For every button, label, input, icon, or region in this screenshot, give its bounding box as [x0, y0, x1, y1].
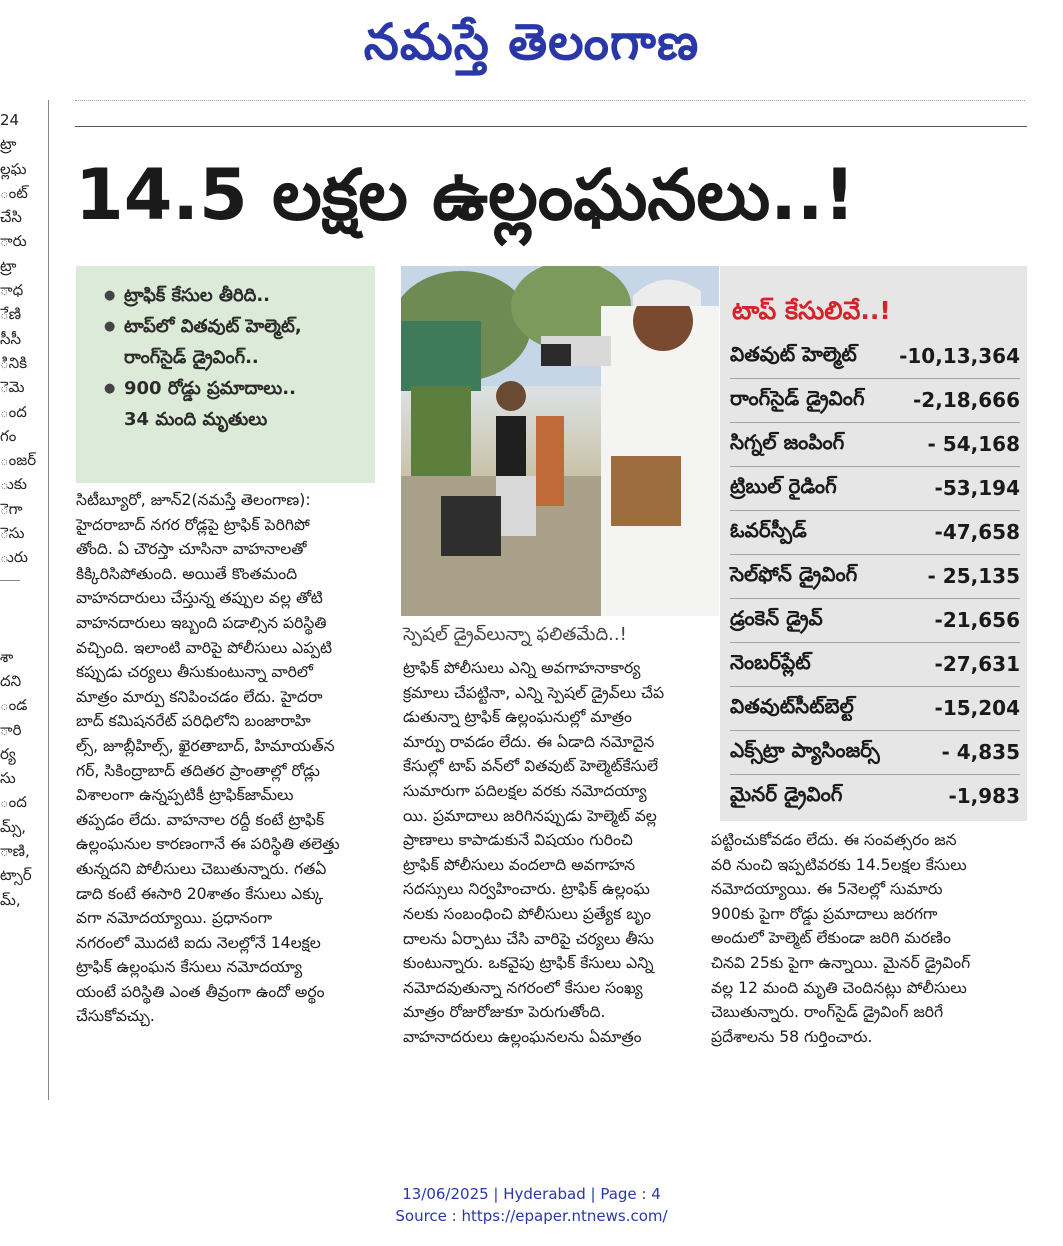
strip-fragment: ంద: [0, 793, 27, 812]
article-line: హైదరాబాద్ నగర రోడ్లపై ట్రాఫిక్ పెరిగిపో: [76, 515, 310, 534]
case-label: సెల్‌ఫోన్ డ్రైవింగ్: [730, 561, 858, 586]
article-line: కుంటున్నారు. ఒకవైపు ట్రాఫిక్ కేసులు ఎన్ని: [403, 954, 654, 973]
strip-fragment: చేసి: [0, 208, 22, 227]
article-line: ఉల్లంఘనుల కారణంగానే ఈ పరిస్థితి తలెత్తు: [76, 835, 340, 854]
article-line: వల్ల 12 మంది మృతి చెందినట్లు పోలీసులు: [711, 978, 967, 997]
strip-fragment: ల్లఘ: [0, 159, 27, 178]
strip-fragment: ుకు: [0, 475, 27, 494]
article-line: ట్రాఫిక్ పోలీసులు ఎన్ని అవగాహనాకార్య: [403, 659, 641, 677]
article-line: కప్పుడు చర్యలు తీసుకుంటున్నా వారిలో: [76, 663, 313, 682]
article-line: ప్రాణాలు కాపాడుకునే విషయం గురించి: [403, 831, 633, 850]
article-line: నగరంలో మొదటి ఐదు నెలల్లోనే 14లక్షల: [76, 933, 321, 952]
strip-fragment: దని: [0, 671, 22, 690]
case-row: [730, 730, 1020, 775]
case-label: విత‌వుట్‌సీట్‌బెల్ట్: [730, 693, 854, 718]
case-row: [730, 774, 1020, 818]
column-divider: [48, 100, 49, 1100]
strip-fragment: ాణి,: [0, 842, 30, 861]
highlight-item: రాంగ్‌సైడ్ డ్రైవింగ్..: [124, 347, 259, 368]
case-row: [730, 378, 1020, 423]
case-label: ఎక్స్‌ట్రా ప్యాసింజర్స్: [730, 737, 880, 762]
article-line: పట్టించుకోవడం లేదు. ఈ సంవత్సరం జన: [711, 831, 957, 849]
case-count: -47,658: [934, 520, 1020, 544]
strip-fragment: ారి: [0, 720, 22, 739]
article-line: ప్రదేశాలను 58 గుర్తించారు.: [711, 1027, 873, 1046]
article-line: క్రమాలు చేపట్టినా, ఎన్ని స్పెషల్ డ్రైవ్‌లు చేప: [403, 683, 665, 702]
case-count: - 54,168: [927, 432, 1020, 456]
article-line: ట్రాఫిక్ ఉల్లంఘన కేసులు నమోదయ్యా: [76, 958, 303, 977]
case-row: [730, 598, 1020, 643]
article-column-3: [711, 828, 1026, 1049]
strip-fragment: 24: [0, 111, 20, 129]
article-line: నలకు సంబంధించి పోలీసులు ప్రత్యేక బృం: [403, 904, 652, 923]
strip-fragment: ంట్: [0, 183, 28, 202]
case-count: -53,194: [934, 476, 1020, 500]
article-line: ట్రాఫిక్ పోలీసులు వందలాది అవగాహన: [403, 855, 636, 874]
article-line: చినవి 25కు పైగా ఉన్నాయి. మైనర్ డ్రైవింగ్: [711, 953, 971, 972]
case-label: ట్రిబుల్ రైడింగ్: [730, 473, 837, 498]
article-line: మార్పు రావడం లేదు. ఈ ఏడాది నమోదైన: [403, 732, 655, 751]
highlight-item: 34 మంది మృతులు: [124, 409, 268, 430]
photo-caption: స్పెషల్ డ్రైవ్‌లున్నా ఫలితమేది..!: [403, 624, 627, 645]
strip-fragment: సీసీ: [0, 329, 22, 348]
article-line: వాహనాదరులు ఉల్లంఘనలను ఏమాత్రం: [403, 1027, 642, 1046]
case-label: నెంబర్‌ప్లేట్: [730, 649, 811, 674]
article-line: మాత్రం రోజురోజుకూ పెరుగుతోంది.: [403, 1003, 606, 1022]
article-column-2: [403, 656, 703, 1050]
strip-fragment: శా: [0, 647, 14, 666]
article-line: వాహనదారులు ఇబ్బంది పడాల్సిన పరిస్థితి: [76, 613, 327, 632]
article-line: చెబుతున్నారు. రాంగ్‌సైడ్ డ్రైవింగ్ జరిగే: [711, 1003, 944, 1022]
article-line: తోంది. ఏ చౌరస్తా చూసినా వాహనాలతో: [76, 540, 307, 559]
case-row: [730, 686, 1020, 731]
article-line: 900కు పైగా రోడ్డు ప్రమాదాలు జరగగా: [711, 904, 938, 923]
article-line: దాలను ఏర్పాటు చేసి వారిపై చర్యలు తీసు: [403, 929, 654, 948]
highlight-item: ● 900 రోడ్డు ప్రమాదాలు..: [104, 373, 375, 404]
article-line: సుమారుగా పదిలక్షల వరకు నమోదయ్యా: [403, 781, 647, 800]
strip-fragment: ినికి: [0, 353, 28, 372]
edition-info: 13/06/2025 | Hyderabad | Page : 4: [402, 1185, 661, 1203]
article-line: అందులో హెల్మెట్ లేకుండా జరిగి మరణిం: [711, 929, 951, 948]
article-line: గర్, సికింద్రాబాద్ తదితర ప్రాంతాల్లో రోడ్లు: [76, 761, 320, 780]
case-row: [730, 642, 1020, 687]
highlights-box: [76, 266, 375, 483]
case-label: ఓవర్‌స్పీడ్: [730, 517, 807, 542]
article-line: చేసుకోవచ్చు.: [76, 1007, 155, 1026]
case-count: -2,18,666: [913, 388, 1020, 412]
case-count: -21,656: [934, 608, 1020, 632]
strip-fragment: ట్సార్: [0, 866, 32, 885]
news-photo: [401, 266, 719, 616]
article-column-1: [76, 488, 378, 1029]
case-label: డ్రంకెన్ డ్రైవ్: [730, 605, 823, 630]
article-line: నమోదవుతున్నా నగరంలో కేసుల సంఖ్య: [403, 978, 643, 997]
article-line: ల్స్, జూబ్లీహిల్స్, ఖైరతాబాద్, హిమాయత్‌న: [76, 736, 335, 755]
case-label: మైనర్ డ్రైవింగ్: [730, 781, 843, 806]
article-line: వగా నమోదయ్యాయి. ప్రధానంగా: [76, 909, 273, 928]
newspaper-masthead: నమస్తే తెలంగాణ: [363, 12, 700, 71]
case-row: [730, 334, 1020, 379]
strip-fragment: [0, 580, 20, 645]
strip-fragment: ంజర్: [0, 451, 37, 470]
strip-fragment: గం: [0, 426, 17, 445]
strip-fragment: ెగా: [0, 499, 23, 518]
top-cases-box: [720, 266, 1027, 821]
article-line: మాత్రం మార్పు కనిపించడం లేదు. హైదరా: [76, 687, 323, 706]
traffic-police-photo-illustration: [401, 266, 719, 616]
strip-fragment: సు: [0, 769, 16, 788]
top-cases-title: టాప్ కేసులివే..!: [732, 296, 891, 325]
adjacent-article-strip: [0, 108, 40, 912]
case-count: - 4,835: [941, 740, 1020, 764]
strip-fragment: మ్స్,: [0, 817, 27, 836]
strip-fragment: మ్,: [0, 890, 21, 909]
case-count: -10,13,364: [899, 344, 1020, 368]
case-row: [730, 466, 1020, 511]
article-line: విశాలంగా ఉన్నప్పటికీ ట్రాఫిక్‌జామ్‌లు: [76, 786, 294, 805]
strip-fragment: ెమె: [0, 378, 25, 397]
strip-fragment: ట్రా: [0, 256, 17, 275]
case-label: రాంగ్‌సైడ్ డ్రైవింగ్: [730, 385, 865, 410]
case-label: సిగ్నల్ జంపింగ్: [730, 429, 845, 454]
highlight-item: ● ట్రాఫిక్ కేసుల తీరిది..: [104, 280, 375, 311]
strip-fragment: ారు: [0, 232, 27, 251]
case-count: - 25,135: [927, 564, 1020, 588]
strip-fragment: ెసు: [0, 524, 25, 543]
article-line: యి. ప్రమాదాలు జరిగినప్పుడు హెల్మెట్ వల్ల: [403, 806, 657, 825]
case-row: [730, 422, 1020, 467]
header-rule: [75, 126, 1027, 127]
article-line: బాద్ కమిషనరేట్ పరిధిలోని బంజారాహి: [76, 712, 311, 731]
case-row: [730, 554, 1020, 599]
top-dotted-line: [75, 100, 1025, 105]
page-footer: [0, 1183, 1063, 1227]
strip-fragment: ంద: [0, 402, 27, 421]
article-line: వరి నుంచి ఇప్పటివరకు 14.5లక్షల కేసులు: [711, 855, 967, 874]
strip-fragment: ురు: [0, 548, 28, 567]
source-link[interactable]: Source : https://epaper.ntnews.com/: [395, 1207, 668, 1225]
article-line: యంటే పరిస్థితి ఎంత తీవ్రంగా ఉందో అర్థం: [76, 982, 325, 1001]
case-row: [730, 510, 1020, 555]
article-line: డాది కంటే ఈసారి 20శాతం కేసులు ఎక్కు: [76, 884, 324, 903]
article-line: సదస్సులు నిర్వహించారు. ట్రాఫిక్ ఉల్లంఘ: [403, 880, 650, 899]
case-label: విత‌వుట్ హెల్మెట్: [730, 341, 857, 366]
article-line: కిక్కిరిసిపోతుంది. అయితే కొంతమంది: [76, 564, 298, 583]
strip-fragment: ేణి: [0, 305, 22, 324]
article-line: నమోదయ్యాయి. ఈ 5నెలల్లో సుమారు: [711, 880, 943, 899]
article-line: కేసుల్లో టాప్ వన్‌లో విత‌వుట్ హెల్మెట్‌కేసులే: [403, 757, 659, 776]
article-line: తప్పడం లేదు. వాహనాల రద్దీ కంటే ట్రాఫిక్: [76, 810, 325, 829]
headline: 14.5 లక్షల ఉల్లంఘనలు..!: [75, 154, 856, 236]
article-line: తున్నదని పోలీసులు చెబుతున్నారు. గతఏ: [76, 859, 327, 878]
strip-fragment: ాధ: [0, 281, 24, 300]
strip-fragment: ండ: [0, 696, 28, 715]
article-line: వాహనదారులు చేస్తున్న తప్పుల వల్ల తోటి: [76, 589, 323, 608]
strip-fragment: ర్య: [0, 744, 16, 763]
highlight-item: ● టాప్‌లో విత‌వుట్ హెల్మెట్,: [104, 311, 375, 342]
article-line: వచ్చింది. ఇలాంటి వారిపై పోలీసులు ఎప్పటి: [76, 638, 333, 657]
case-count: -27,631: [934, 652, 1020, 676]
article-line: సిటీబ్యూరో, జూన్2(నమస్తే తెలంగాణ):: [76, 491, 311, 509]
case-count: -15,204: [934, 696, 1020, 720]
strip-fragment: ట్రా: [0, 135, 17, 154]
case-count: -1,983: [948, 784, 1020, 808]
article-line: డుతున్నా ట్రాఫిక్ ఉల్లంఘనుల్లో మాత్రం: [403, 708, 632, 727]
